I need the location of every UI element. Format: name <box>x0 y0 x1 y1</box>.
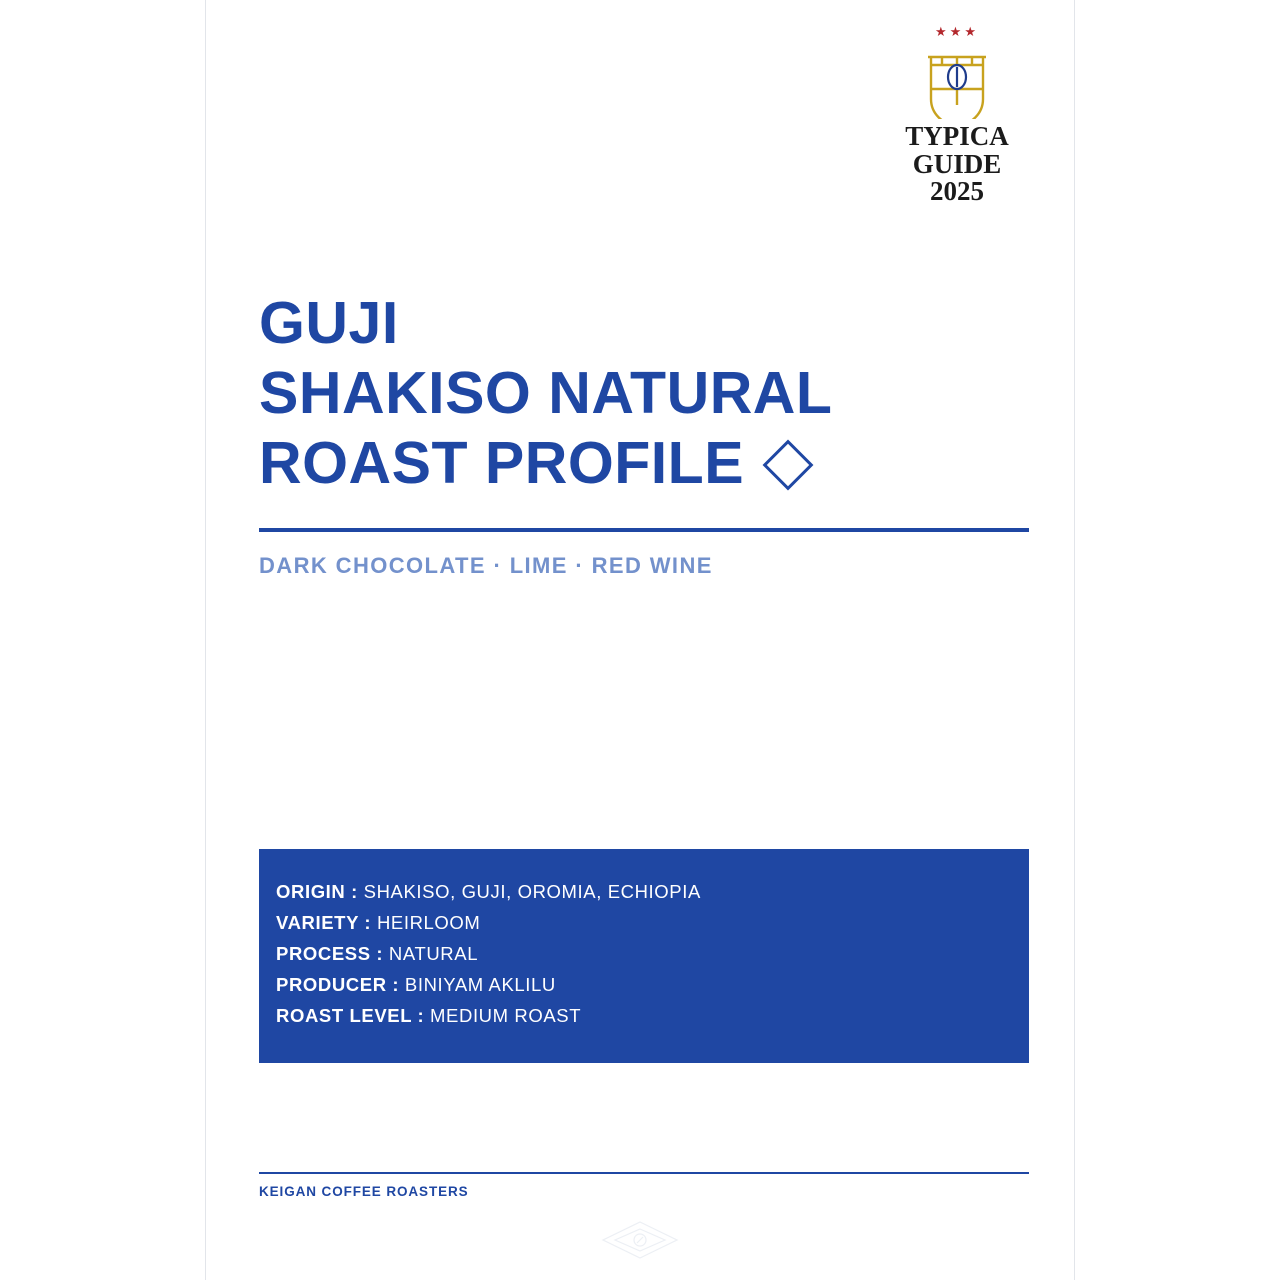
title-text-3: ROAST PROFILE <box>259 430 745 496</box>
logo-line-typica: TYPICA <box>905 121 1009 151</box>
info-value: MEDIUM ROAST <box>430 1005 582 1026</box>
title-line-1 <box>259 288 1029 358</box>
logo-line-guide: GUIDE <box>912 148 1002 179</box>
info-row <box>276 907 1029 938</box>
info-row <box>276 969 1029 1000</box>
info-value: BINIYAM AKLILU <box>404 974 556 995</box>
coffee-info-panel <box>259 849 1029 1063</box>
logo-wordmark <box>892 123 1022 206</box>
title-line-2 <box>259 358 1029 428</box>
title-divider <box>259 528 1029 532</box>
info-key: ROAST LEVEL : <box>276 1005 425 1026</box>
info-key: PRODUCER : <box>276 974 400 995</box>
info-key: ORIGIN : <box>276 881 358 902</box>
info-key: PROCESS : <box>276 943 384 964</box>
info-value: SHAKISO, GUJI, OROMIA, ECHIOPIA <box>363 881 701 902</box>
brand-logo <box>892 26 1022 206</box>
info-value: HEIRLOOM <box>376 912 481 933</box>
stars-icon: ★★★ <box>935 24 979 39</box>
typica-guide-crest-icon <box>918 41 996 119</box>
title-line-3 <box>259 428 1029 498</box>
tasting-notes: DARK CHOCOLATE · LIME · RED WINE <box>259 553 713 578</box>
info-row <box>276 938 1029 969</box>
info-key: VARIETY : <box>276 912 372 933</box>
logo-line-year: 2025 <box>930 176 984 207</box>
info-row <box>276 1000 1029 1031</box>
roaster-name: KEIGAN COFFEE ROASTERS <box>259 1184 469 1199</box>
title-text-1: GUJI <box>259 290 399 356</box>
diamond-icon <box>763 440 814 491</box>
info-value: NATURAL <box>388 943 479 964</box>
document-page <box>205 0 1075 1280</box>
watermark-icon <box>597 1218 683 1262</box>
title-text-2: SHAKISO NATURAL <box>259 360 833 426</box>
info-row <box>276 876 1029 907</box>
footer-divider <box>259 1172 1029 1174</box>
page-title <box>259 288 1029 498</box>
